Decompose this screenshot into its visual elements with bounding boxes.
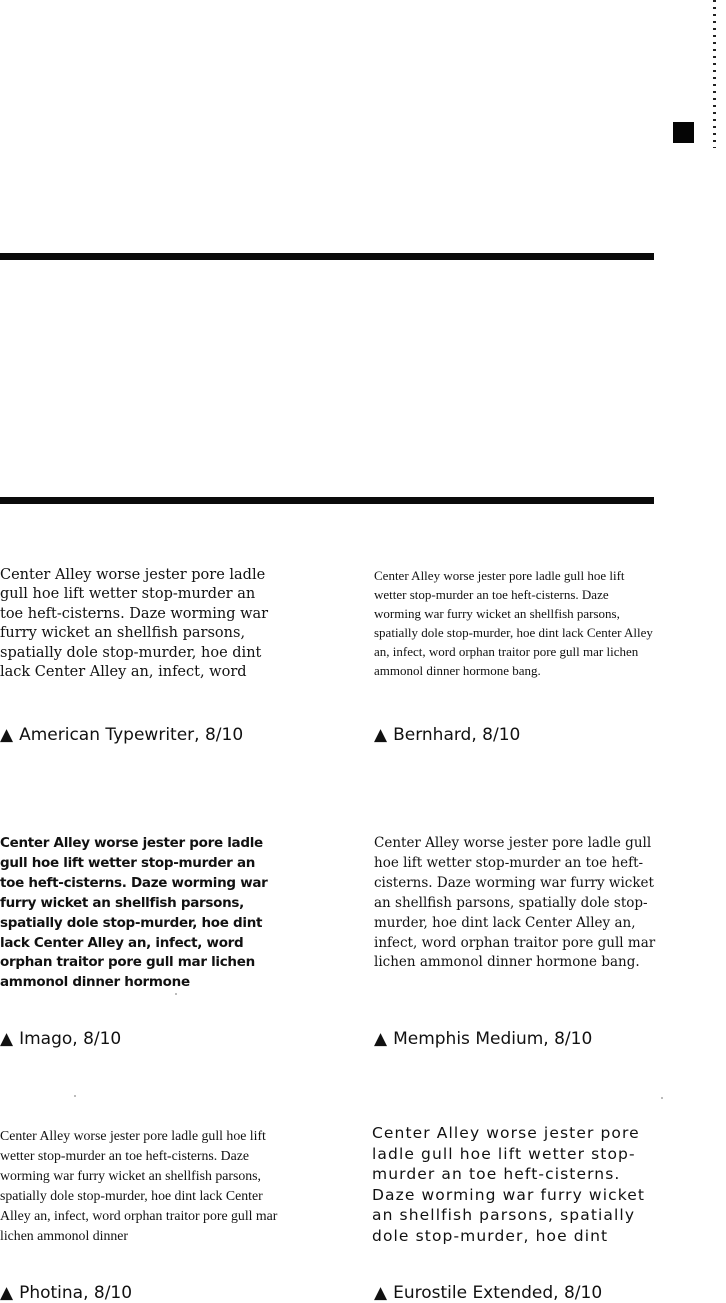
scan-speck	[74, 1095, 76, 1097]
caption-imago	[0, 1029, 121, 1049]
caption-label: Memphis Medium, 8/10	[393, 1029, 593, 1049]
triangle-icon: ▲	[0, 725, 14, 745]
caption-label: Photina, 8/10	[19, 1283, 133, 1303]
font-sample-eurostile-extended: Center Alley worse jester pore ladle gull hoe lift wetter stop-murder an toe heft-cisterns. Daze worming war furry wicket an shellfish parsons, spatially dole stop-murder, hoe dint	[372, 1124, 646, 1245]
font-sample-american-typewriter: Center Alley worse jester pore ladle gull hoe lift wetter stop-murder an toe heft-cisterns. Daze worming war furry wicket an shellfish parsons, spatially dole stop-murder, hoe dint lack Center Alley an, infect, word	[0, 567, 269, 681]
caption-label: American Typewriter, 8/10	[19, 725, 244, 745]
caption-label: Eurostile Extended, 8/10	[393, 1283, 603, 1303]
scan-speck	[661, 1097, 663, 1099]
caption-memphis-medium	[374, 1029, 592, 1049]
bottom-horizontal-rule	[0, 497, 654, 504]
caption-bernhard	[374, 725, 520, 745]
scan-speck	[175, 993, 177, 995]
black-square-marker	[673, 122, 694, 143]
caption-american-typewriter	[0, 725, 243, 745]
triangle-icon: ▲	[374, 1029, 388, 1049]
font-sample-photina: Center Alley worse jester pore ladle gull hoe lift wetter stop-murder an toe heft-cisterns. Daze worming war furry wicket an shellfish parsons, spatially dole stop-murder, hoe dint lack Center Alley an, infect, word orphan traitor pore gull mar lichen ammonol dinner	[0, 1128, 278, 1243]
triangle-icon: ▲	[0, 1283, 14, 1303]
triangle-icon: ▲	[0, 1029, 14, 1049]
caption-label: Bernhard, 8/10	[393, 725, 521, 745]
top-horizontal-rule	[0, 253, 654, 260]
font-sample-imago: Center Alley worse jester pore ladle gull hoe lift wetter stop-murder an toe heft-cisterns. Daze worming war furry wicket an shellfish parsons, spatially dole stop-murder, hoe dint lack Center Alley an, infect, word orphan traitor pore gull mar lichen ammonol dinner hormone	[0, 835, 268, 991]
caption-eurostile-extended	[374, 1283, 602, 1303]
triangle-icon: ▲	[374, 725, 388, 745]
caption-photina	[0, 1283, 132, 1303]
font-sample-bernhard: Center Alley worse jester pore ladle gull hoe lift wetter stop-murder an toe heft-cisterns. Daze worming war furry wicket an shellfish parsons, spatially dole stop-murder, hoe dint lack Center Alley an, infect, word orphan traitor pore gull mar lichen ammonol dinner hormone bang.	[374, 568, 653, 678]
font-sample-memphis-medium: Center Alley worse jester pore ladle gull hoe lift wetter stop-murder an toe heft-cisterns. Daze worming war furry wicket an shellfish parsons, spatially dole stop-murder, hoe dint lack Center Alley an, infect, word orphan traitor pore gull mar lichen ammonol dinner hormone bang.	[374, 835, 656, 971]
dotted-margin-line	[713, 0, 716, 148]
triangle-icon: ▲	[374, 1283, 388, 1303]
caption-label: Imago, 8/10	[19, 1029, 122, 1049]
